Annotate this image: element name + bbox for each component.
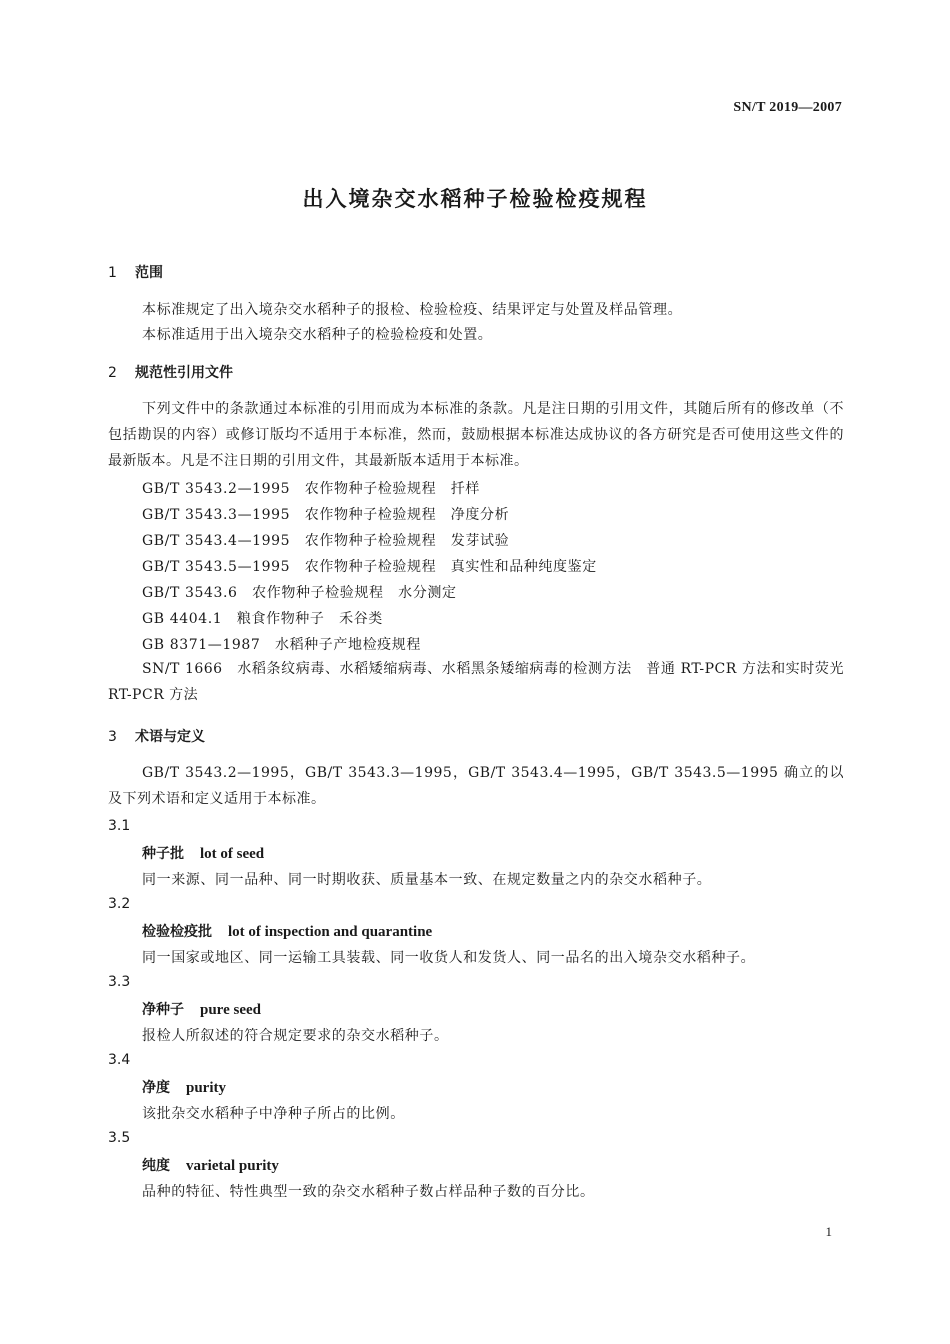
reference-item: GB/T 3543.6 农作物种子检验规程 水分测定 <box>142 585 457 601</box>
section-title: 规范性引用文件 <box>135 365 233 381</box>
standard-number: SN/T 2019—2007 <box>733 100 842 115</box>
term-english: varietal purity <box>186 1158 279 1174</box>
term-number: 3.4 <box>108 1052 131 1068</box>
reference-item: GB 8371—1987 水稻种子产地检疫规程 <box>142 637 421 653</box>
document-title: 出入境杂交水稻种子检验检疫规程 <box>302 187 648 211</box>
section-number: 2 <box>108 365 117 381</box>
term-chinese: 纯度 <box>142 1158 170 1174</box>
term-number: 3.2 <box>108 896 131 912</box>
reference-item: GB/T 3543.2—1995 农作物种子检验规程 扦样 <box>142 481 480 497</box>
term-definition: 同一国家或地区、同一运输工具装载、同一收货人和发货人、同一品名的出入境杂交水稻种子。 <box>142 950 756 966</box>
term-definition: 报检人所叙述的符合规定要求的杂交水稻种子。 <box>142 1028 449 1044</box>
section-3-heading <box>108 726 205 746</box>
term-definition: 品种的特征、特性典型一致的杂交水稻种子数占样品种子数的百分比。 <box>142 1184 595 1200</box>
section-3-intro: GB/T 3543.2—1995，GB/T 3543.3—1995，GB/T 3543.4—1995，GB/T 3543.5—1995 确立的以及下列术语和定义适用于本标准。 <box>108 765 844 807</box>
term-chinese: 净度 <box>142 1080 170 1096</box>
term-number: 3.1 <box>108 818 131 834</box>
term-chinese: 种子批 <box>142 846 184 862</box>
reference-item: GB/T 3543.3—1995 农作物种子检验规程 净度分析 <box>142 507 510 523</box>
section-title: 术语与定义 <box>135 729 205 745</box>
reference-item: GB 4404.1 粮食作物种子 禾谷类 <box>142 611 383 627</box>
paragraph: 本标准规定了出入境杂交水稻种子的报检、检验检疫、结果评定与处置及样品管理。 <box>142 302 683 318</box>
term-number: 3.3 <box>108 974 131 990</box>
term-english: lot of inspection and quarantine <box>228 924 433 940</box>
term-heading <box>142 1077 226 1097</box>
term-number: 3.5 <box>108 1130 131 1146</box>
section-2-heading <box>108 362 233 382</box>
section-1-heading <box>108 262 163 282</box>
term-heading <box>142 843 264 863</box>
section-2-intro: 下列文件中的条款通过本标准的引用而成为本标准的条款。凡是注日期的引用文件，其随后所有的修改单（不包括勘误的内容）或修订版均不适用于本标准，然而，鼓励根据本标准达成协议的各方研究是否可使用这些文件的最新版本。凡是不注日期的引用文件，其最新版本适用于本标准。 <box>108 401 844 469</box>
reference-item: SN/T 1666 水稻条纹病毒、水稻矮缩病毒、水稻黑条矮缩病毒的检测方法 普通 RT-PCR 方法和实时荧光 RT-PCR 方法 <box>108 661 844 703</box>
section-title: 范围 <box>135 265 163 281</box>
term-heading <box>142 1155 279 1175</box>
term-definition: 同一来源、同一品种、同一时期收获、质量基本一致、在规定数量之内的杂交水稻种子。 <box>142 872 712 888</box>
section-number: 1 <box>108 265 117 281</box>
paragraph: 本标准适用于出入境杂交水稻种子的检验检疫和处置。 <box>142 327 493 343</box>
page-number: 1 <box>825 1224 832 1239</box>
term-english: lot of seed <box>200 846 265 862</box>
term-english: purity <box>186 1080 227 1096</box>
term-definition: 该批杂交水稻种子中净种子所占的比例。 <box>142 1106 405 1122</box>
term-chinese: 检验检疫批 <box>142 924 212 940</box>
term-heading <box>142 999 261 1019</box>
term-english: pure seed <box>200 1002 261 1018</box>
reference-item: GB/T 3543.5—1995 农作物种子检验规程 真实性和品种纯度鉴定 <box>142 559 597 575</box>
term-heading <box>142 921 432 941</box>
section-number: 3 <box>108 729 117 745</box>
reference-item: GB/T 3543.4—1995 农作物种子检验规程 发芽试验 <box>142 533 510 549</box>
term-chinese: 净种子 <box>142 1002 184 1018</box>
